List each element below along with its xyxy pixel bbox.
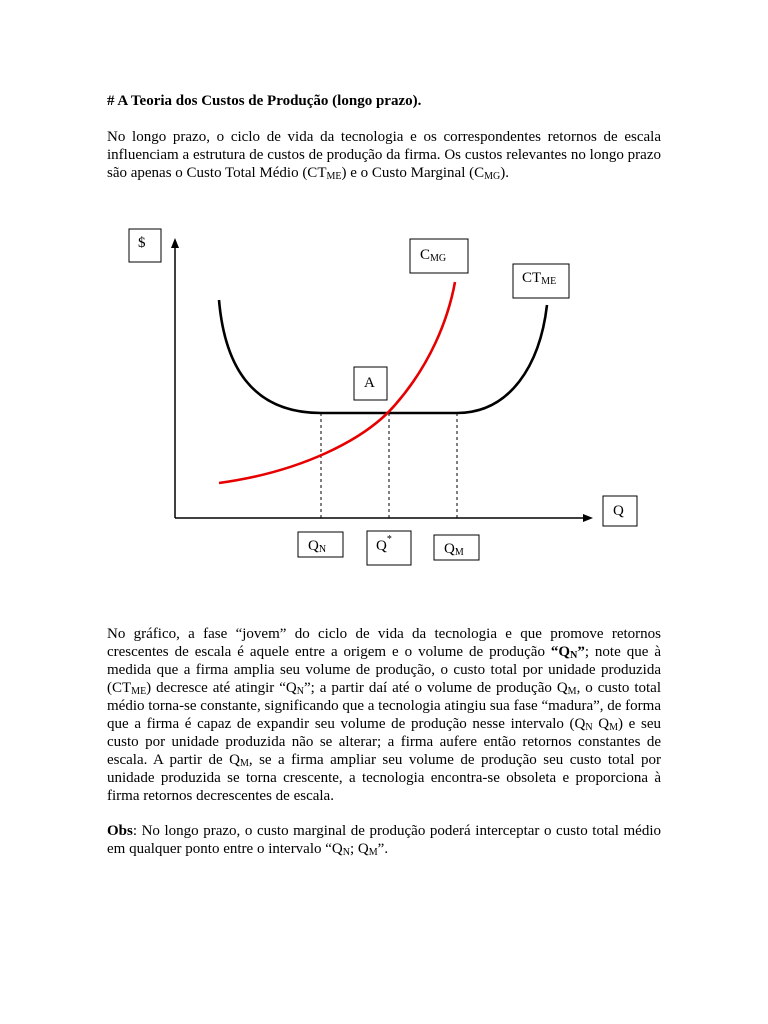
- subscript: M: [609, 722, 619, 733]
- text: ; Q: [350, 841, 369, 857]
- bold-text: “Q: [550, 644, 571, 660]
- x-axis-arrow: [583, 514, 593, 522]
- subscript: ME: [326, 171, 342, 182]
- text: : No longo prazo, o custo marginal de produção poderá interceptar o custo total médio em qualquer ponto entre o intervalo “Q: [107, 823, 661, 857]
- observation-paragraph: [107, 822, 661, 858]
- x-axis-label: Q: [613, 503, 624, 519]
- subscript: ME: [131, 686, 147, 697]
- cost-curves-chart: [0, 220, 768, 580]
- subscript: MG: [484, 171, 501, 182]
- subscript: M: [368, 847, 378, 858]
- text: ) e o Custo Marginal (C: [341, 165, 485, 181]
- text: No longo prazo, o ciclo de vida da tecnologia e os correspondentes retornos de escala influenciam a estrutura de custos de produção da firma. Os custos relevantes no longo prazo são apenas o Custo Total Médio (CT: [107, 129, 661, 181]
- text: ; note que à medida que a firma amplia seu volume de produção, o custo total por unidade produzida (CT: [107, 644, 661, 696]
- text: , o custo total médio torna-se constante, significando que a tecnologia atingiu sua fase “madura”, de forma que a firma é capaz de expandir seu volume de produção nesse intervalo (Q: [107, 680, 662, 732]
- qm-label: QM: [444, 541, 464, 558]
- qstar-label: Q*: [376, 534, 392, 554]
- subscript: M: [239, 758, 249, 769]
- text: ) decresce até atingir “Q: [146, 680, 297, 696]
- text: ”.: [377, 841, 389, 857]
- cmg-curve: [219, 282, 455, 483]
- text: ) e seu custo por unidade produzida não se alterar; a firma aufere então retornos constantes de escala. A partir de Q: [107, 716, 661, 768]
- subscript: N: [585, 722, 593, 733]
- point-a-label: A: [364, 375, 375, 391]
- subscript: N: [342, 847, 350, 858]
- intro-paragraph: [107, 128, 661, 182]
- ctme-label: CTME: [522, 270, 557, 287]
- y-axis-label: $: [138, 235, 146, 251]
- section-heading: # A Teoria dos Custos de Produção (longo prazo).: [107, 93, 422, 109]
- bold-text: ”: [577, 644, 585, 660]
- y-axis-arrow: [171, 238, 179, 248]
- text: ).: [500, 165, 509, 181]
- subscript: N: [570, 650, 578, 661]
- subscript: N: [296, 686, 304, 697]
- text: ”; a partir daí até o volume de produção Q: [303, 680, 568, 696]
- qn-label: QN: [308, 538, 327, 555]
- explanation-paragraph: [107, 625, 661, 805]
- bold-text: [551, 644, 585, 660]
- obs-label: Obs: [107, 823, 133, 839]
- subscript: M: [567, 686, 577, 697]
- text: No gráfico, a fase “jovem” do ciclo de vida da tecnologia e que promove retornos crescentes de escala é aquele entre a origem e o volume de produção: [107, 626, 661, 660]
- cmg-label: CMG: [420, 247, 447, 264]
- text: , se a firma ampliar seu volume de produção seu custo total por unidade produzida se torna crescente, a tecnologia encontra-se obsoleta e proporciona à firma retornos decrescentes de escala.: [107, 752, 661, 804]
- text: Q: [592, 716, 610, 732]
